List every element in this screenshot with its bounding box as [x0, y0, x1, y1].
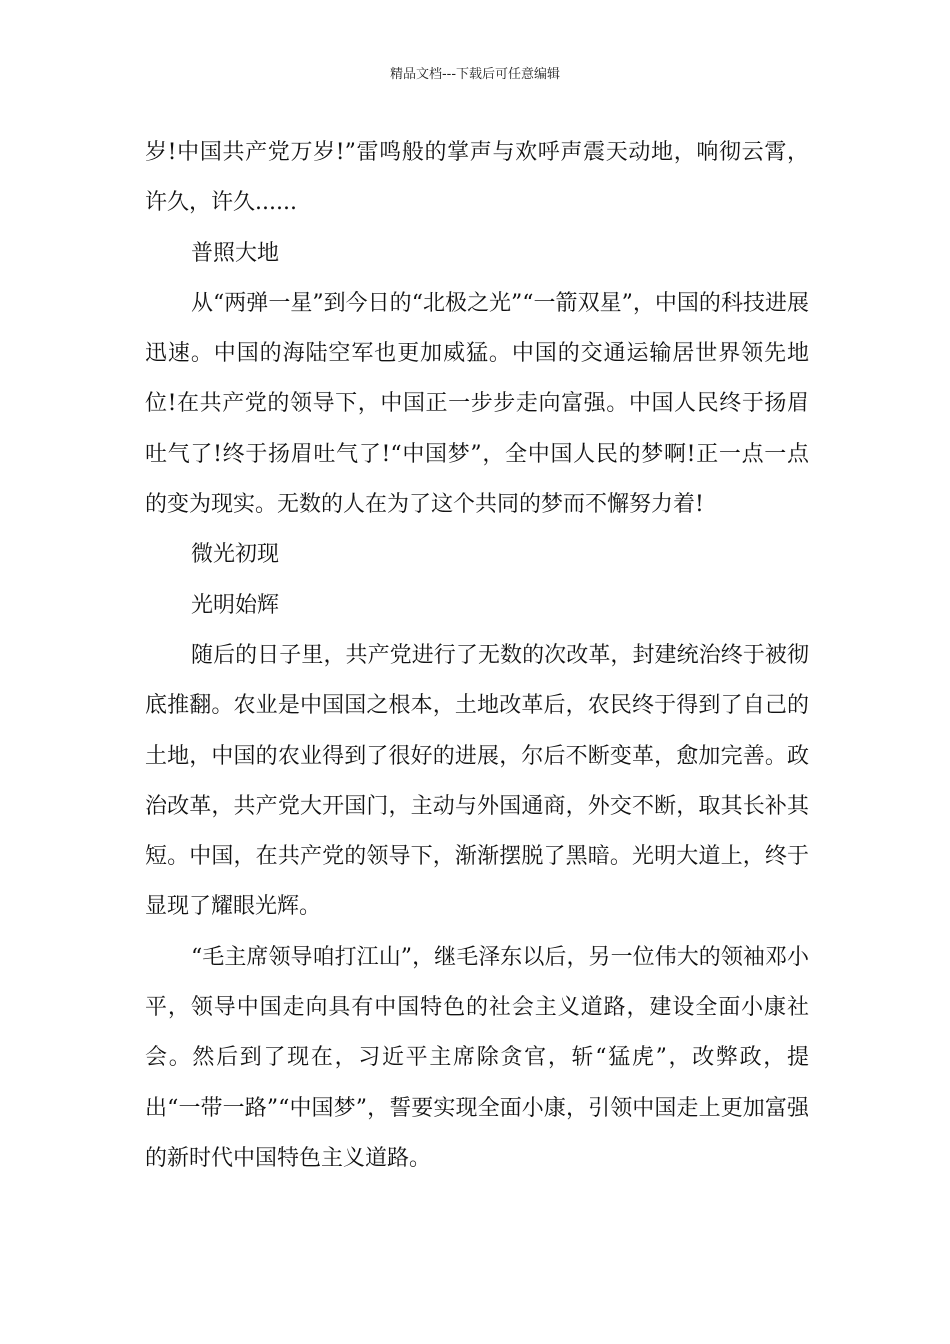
- section-heading-weiguang: 微光初现: [191, 542, 280, 568]
- section-heading-puzhao: 普照大地: [191, 240, 280, 266]
- paragraph-reform: 随后的日子里，共产党进行了无数的次改革，封建统治终于被彻底推翻。农业是中国国之根本，土地改革后，农民终于得到了自己的土地，中国的农业得到了很好的进展，尔后不断变革，愈加完善。政治改革，共产党大开国门，主动与外国通商，外交不断，取其长补其短。中国，在共产党的领导下，渐渐摆脱了黑暗。光明大道上，终于显现了耀眼光辉。: [145, 642, 809, 920]
- paragraph-leaders: “毛主席领导咱打江山”，继毛泽东以后，另一位伟大的领袖邓小平，领导中国走向具有中国特色的社会主义道路，建设全面小康社会。然后到了现在，习近平主席除贪官，斩“猛虎”，改弊政，提出“一带一路”“中国梦”，誓要实现全面小康，引领中国走上更加富强的新时代中国特色主义道路。: [145, 944, 809, 1171]
- document-body: [145, 128, 809, 1184]
- section-heading-guangming: 光明始辉: [191, 592, 280, 618]
- page-header: 精品文档---下载后可任意编辑: [389, 67, 561, 82]
- paragraph-technology: 从“两弹一星”到今日的“北极之光”“一箭双星”，中国的科技进展迅速。中国的海陆空军也更加威猛。中国的交通运输居世界领先地位!在共产党的领导下，中国正一步步走向富强。中国人民终于扬眉吐气了!终于扬眉吐气了!“中国梦”，全中国人民的梦啊!正一点一点的变为现实。无数的人在为了这个共同的梦而不懈努力着!: [145, 290, 809, 518]
- paragraph-continued: 岁!中国共产党万岁!”雷鸣般的掌声与欢呼声震天动地，响彻云霄，许久，许久......: [145, 140, 809, 216]
